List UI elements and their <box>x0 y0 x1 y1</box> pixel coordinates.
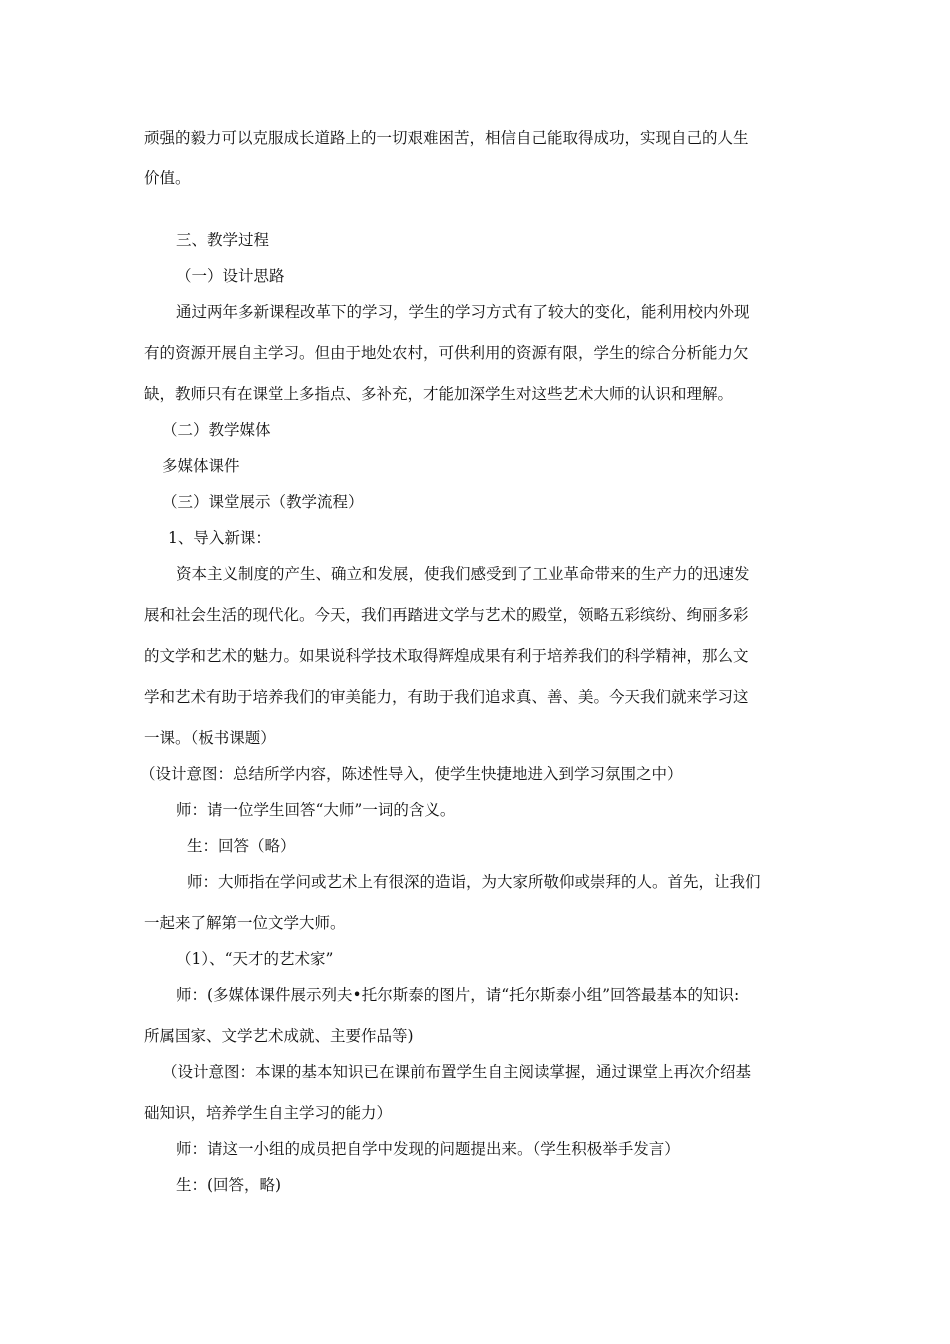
body-text-line: 学和艺术有助于培养我们的审美能力，有助于我们追求真、善、美。今天我们就来学习这 <box>144 688 749 706</box>
dialogue-line: 生：回答（略） <box>187 837 296 855</box>
dialogue-line: 师：大师指在学问或艺术上有很深的造诣，为大家所敬仰或崇拜的人。首先，让我们 <box>187 873 761 891</box>
design-intent-note: （设计意图：本课的基本知识已在课前布置学生自主阅读掌握，通过课堂上再次介绍基 <box>162 1063 752 1081</box>
body-text-line: 资本主义制度的产生、确立和发展，使我们感受到了工业革命带来的生产力的迅速发 <box>176 565 750 583</box>
design-intent-note: （设计意图：总结所学内容，陈述性导入，使学生快捷地进入到学习氛围之中） <box>140 765 683 783</box>
body-text-line: 缺，教师只有在课堂上多指点、多补充，才能加深学生对这些艺术大师的认识和理解。 <box>144 385 734 403</box>
dialogue-line: 师：(多媒体课件展示列夫•托尔斯泰的图片，请“托尔斯泰小组”回答最基本的知识: <box>176 986 740 1004</box>
body-text-line: 的文学和艺术的魅力。如果说科学技术取得辉煌成果有利于培养我们的科学精神，那么文 <box>144 647 749 665</box>
body-text-line: 展和社会生活的现代化。今天，我们再踏进文学与艺术的殿堂，领略五彩缤纷、绚丽多彩 <box>144 606 749 624</box>
item-heading: （1）、“天才的艺术家” <box>176 950 334 968</box>
body-text-line: 础知识，培养学生自主学习的能力） <box>144 1104 393 1122</box>
body-text-line: 价值。 <box>144 169 191 187</box>
body-text-line: 多媒体课件 <box>162 457 240 475</box>
body-text-line: 通过两年多新课程改革下的学习，学生的学习方式有了较大的变化，能利用校内外现 <box>176 303 750 321</box>
subsection-heading: （二）教学媒体 <box>162 421 271 439</box>
section-heading: 三、教学过程 <box>176 231 270 249</box>
subsection-heading: （一）设计思路 <box>176 267 285 285</box>
body-text-line: 有的资源开展自主学习。但由于地处农村，可供利用的资源有限，学生的综合分析能力欠 <box>144 344 749 362</box>
body-text-line: 顽强的毅力可以克服成长道路上的一切艰难困苦，相信自己能取得成功，实现自己的人生 <box>144 129 749 147</box>
dialogue-line: 师：请这一小组的成员把自学中发现的问题提出来。（学生积极举手发言） <box>176 1140 680 1158</box>
dialogue-line: 生：(回答，略) <box>176 1176 282 1194</box>
dialogue-line: 师：请一位学生回答“大师”一词的含义。 <box>176 801 456 819</box>
item-heading: 1、导入新课： <box>168 529 271 547</box>
body-text-line: 一课。（板书课题） <box>144 729 276 747</box>
body-text-line: 一起来了解第一位文学大师。 <box>144 914 346 932</box>
body-text-line: 所属国家、文学艺术成就、主要作品等) <box>144 1027 414 1045</box>
subsection-heading: （三）课堂展示（教学流程） <box>162 493 364 511</box>
